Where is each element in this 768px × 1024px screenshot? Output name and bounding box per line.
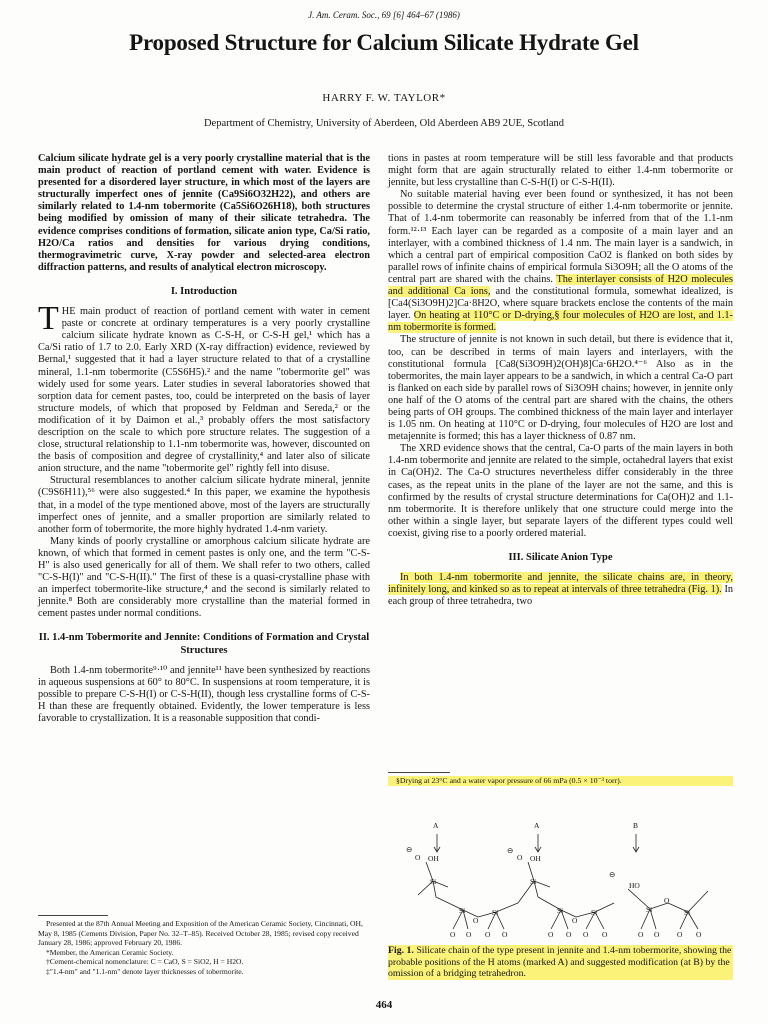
charge-symbol: ⊖ xyxy=(609,870,616,879)
section-heading-silicate-anion: III. Silicate Anion Type xyxy=(508,552,613,563)
atom-label: Si xyxy=(459,906,466,915)
section-heading-tobermorite-jennite: II. 1.4-nm Tobermorite and Jennite: Conditions of Formation and Crystal Structures xyxy=(38,632,370,656)
figure-label-a: A xyxy=(534,821,540,830)
atom-label: O xyxy=(602,930,608,939)
atom-label: O xyxy=(654,930,660,939)
paragraph-text: In each group of three tetrahedra, two xyxy=(388,584,734,608)
paper-title: Proposed Structure for Calcium Silicate Hydrate Gel xyxy=(129,30,639,55)
paragraph-text: No suitable material having ever been found or synthesized, it has not been possible to determine the crystal structure of either 1.4-nm tobermorite or jennite. That of 1.4-nm tobermorite can reasonably be inferred from that of the 1.1-nm form.¹²·¹³ Each layer can be regarded as a composite of a main layer and an interlayer, with a combined thickness of 1.4 nm. The main layer is a sandwich, in which a central part of empirical composition CaO2 is flanked on both sides by parallel rows of infinite chains of empirical formula Si3O9H; all the O atoms of the central part are shared with the chains. xyxy=(388,189,733,285)
atom-label: Si xyxy=(430,877,437,886)
atom-label: O xyxy=(517,853,523,862)
atom-label: O xyxy=(502,930,508,939)
footnote: *Member, the American Ceramic Society. xyxy=(46,947,174,957)
paragraph xyxy=(388,572,733,608)
paragraph-text: HE main product of reaction of portland cement with water in cement paste or concrete at ordinary temperatures is a very poorly crystalline calcium silicate hydrate known as C-S-H, or C-S-H gel,¹ which has a Ca/Si ratio of 1.7 to 2.0. Early XRD (X-ray diffraction) evidence, reviewed by Bernal,¹ suggested that it had a layer structure related to that of a crystalline mineral, 1.1-nm tobermorite (C5S6H5).² and the name "tobermorite gel" was widely used for some years. Later studies in several laboratories showed that sorption data for cement pastes, too, could be interpreted on the basis of layer structure models, of which that proposed by Feldman and Sereda,² or the modification of it by Daimon et al.,³ probably offers the most satisfactory description on the scale to which pore structure relates. The suggestion of a close, structural relationship to 1.1-nm tobermorite was, however, discounted on the basis of composition and degree of crystallinity,⁴ and later also of silicate anion structure, and the name "tobermorite gel" rightly fell into disuse. xyxy=(38,306,370,475)
footnote: ‡"1.4-nm" and "1.1-nm" denote layer thicknesses of tobermorite. xyxy=(46,966,244,976)
atom-label: O xyxy=(583,930,589,939)
atom-label: O xyxy=(473,916,479,925)
page-number: 464 xyxy=(375,999,393,1011)
paragraph: Many kinds of poorly crystalline or amorphous calcium silicate hydrate are known, of which that formed in cement pastes is only one, and the term "C-S-H" is also used generically for all of them. We shall refer to two others, called "C-S-H(I)" and "C-S-H(II)." The first of these is a quasi-crystalline phase with an imperfect tobermorite-like structure,⁴ and the second is similarly related to jennite.⁸ Both are considerably more crystalline than the material formed in cement pastes under normal conditions. xyxy=(38,535,370,620)
atom-label: O xyxy=(548,930,554,939)
journal-citation: J. Am. Ceram. Soc., 69 [6] 464–67 (1986) xyxy=(308,10,460,20)
atom-label: O xyxy=(415,853,421,862)
atom-label: Si xyxy=(492,908,499,917)
atom-label: Si xyxy=(684,908,691,917)
paragraph: tions in pastes at room temperature will be still less favorable and that products might form that are again structurally related to either 1.4-nm tobermorite or jennite, but less crystalline than C-S-H(I) or C-S-H(II). xyxy=(388,153,733,189)
drop-cap: T xyxy=(38,300,59,338)
atom-label: Si xyxy=(591,908,598,917)
footnote-rule xyxy=(38,915,108,916)
atom-label: OH xyxy=(428,854,439,863)
footnotes-left xyxy=(38,907,370,976)
author-name: HARRY F. W. TAYLOR* xyxy=(322,92,446,104)
atom-label: O xyxy=(466,930,472,939)
paragraph-text: and the constitutional formula, somewhat idealized, is [Ca4(Si3O9H)2]Ca·8H2O, where square brackets enclose the contents of the main layer. xyxy=(388,286,733,322)
author-affiliation: Department of Chemistry, University of Aberdeen, Old Aberdeen AB9 2UE, Scotland xyxy=(203,118,565,129)
atom-label: O xyxy=(572,916,578,925)
atom-label: Si xyxy=(530,877,537,886)
paragraph: Both 1.4-nm tobermorite⁹·¹⁰ and jennite¹¹ have been synthesized by reactions in aqueous suspensions at 60° to 80°C. In suspensions at room temperature, it is possible to prepare C-S-H(I) or C-S-H(II), though less crystalline forms of C-S-H than these are frequently obtained. Evidently, the lower temperature is less favorable to crystallization. It is a reasonable supposition that condi- xyxy=(38,664,370,725)
paragraph xyxy=(38,300,370,475)
footnote-rule xyxy=(388,772,450,773)
section-heading-introduction: I. Introduction xyxy=(170,285,238,297)
atom-label: O xyxy=(450,930,456,939)
atom-label: HO xyxy=(629,881,640,890)
atom-label: O xyxy=(638,930,644,939)
footnote: §Drying at 23°C and a water vapor pressure of 66 mPa (0.5 × 10⁻³ torr). xyxy=(388,776,733,786)
paragraph: Structural resemblances to another calcium silicate hydrate mineral, jennite (C9S6H11),⁵⁶ were also suggested.⁴ In this paper, we examine the hypothesis that, in a model of the type mentioned above, most of the layers are structurally imperfect ones of jennite, and a smaller proportion are similarly related to another form of tobermorite, the more highly hydrated 1.4-nm variety. xyxy=(38,475,370,535)
right-column xyxy=(388,153,733,608)
left-column xyxy=(38,153,370,725)
atom-label: O xyxy=(677,930,683,939)
atom-label: O xyxy=(664,896,670,905)
highlighted-text: In both 1.4-nm tobermorite and jennite, the silicate chains are, in theory, infinitely long, and kinked so as to repeat at intervals of three tetrahedra (Fig. 1). xyxy=(388,572,733,596)
atom-label: O xyxy=(566,930,572,939)
figure-label-a: A xyxy=(433,821,439,830)
paragraph: The structure of jennite is not known in such detail, but there is evidence that it, too, can be described in terms of main layers and interlayers, with the constitutional formula [Ca8(Si3O9H)2(OH)8]Ca·6H2O.⁴⁻⁶ Also as in the tobermorites, the main layer appears to be a sandwich, in which a central Ca-O part is flanked on each side by parallel rows of Si3O9H chains; however, in jennite only one half of the O atoms of the central part are shared with the chains, the others being parts of OH groups. The combined thickness of the main layer and interlayer is 1.05 nm. On heating at 110°C or D-drying, four molecules of H2O are lost and metajennite is formed; this has a layer thickness of 0.87 nm. xyxy=(388,334,733,443)
paragraph: The XRD evidence shows that the central, Ca-O parts of the main layers in both 1.4-nm tobermorite and jennite are related to the simple, octahedral layers that exist in Ca(OH)2. The Ca-O structures nevertheless differ considerably in the three cases, as the repeat units in the plane of the layer are not the same, and this is confirmed by the results of crystal structure determinations for Ca(OH)2 and 1.1-nm tobermorite. It is therefore unlikely that one structure could merge into the other within a single layer, but separate layers of the different types could well coexist, giving rise to a poorly ordered material. xyxy=(388,443,733,539)
charge-symbol: ⊖ xyxy=(406,845,413,854)
charge-symbol: ⊖ xyxy=(507,846,514,855)
silicate-chain-figure xyxy=(388,817,733,941)
footnote: Presented at the 87th Annual Meeting and Exposition of the American Ceramic Society, Cincinnati, OH, May 8, 1985 (Cements Division, Paper No. 32–T–85). Received October 28, 1985; revised copy received January 28, 1986; approved February 20, 1986. xyxy=(38,919,363,947)
figure-label: Fig. 1. xyxy=(388,945,414,956)
figure-label-b: B xyxy=(633,821,639,830)
atom-label: O xyxy=(696,930,702,939)
caption-text: Silicate chain of the type present in jennite and 1.4-nm tobermorite, showing the probable positions of the H atoms (marked A) and suggested modification (at B) by the omission of a bridging tetrahedron. xyxy=(388,945,732,979)
atom-label: Si xyxy=(646,905,653,914)
atom-label: O xyxy=(485,930,491,939)
abstract: Calcium silicate hydrate gel is a very poorly crystalline material that is the main product of reaction of portland cement with water. Evidence is presented for a disordered layer structure, in which most of the layers are structurally imperfect ones of jennite (Ca9Si6O32H22), and others are similarly related to 1.4-nm tobermorite (Ca5Si6O26H18), both structures being modified by omission of many of their silicate tetrahedra. The evidence comprises conditions of formation, silicate anion type, Ca/Si ratio, H2O/Ca ratios and densities for various drying conditions, thermogravimetric curve, X-ray powder and selected-area electron diffraction patterns, and results of analytical electron microscopy. xyxy=(38,153,370,273)
footnote-right xyxy=(388,772,733,786)
atom-label: Si xyxy=(557,906,564,915)
footnote: †Cement-chemical nomenclature: C = CaO, S = SiO2, H = H2O. xyxy=(46,957,244,966)
highlighted-text: On heating at 110°C or D-drying,§ four molecules of H2O are lost, and 1.1-nm tobermorite is formed. xyxy=(388,310,733,334)
figure-caption xyxy=(388,945,733,980)
paragraph xyxy=(388,189,733,334)
highlighted-text: The interlayer consists of H2O molecules and additional Ca ions, xyxy=(388,273,734,298)
atom-label: OH xyxy=(530,854,541,863)
